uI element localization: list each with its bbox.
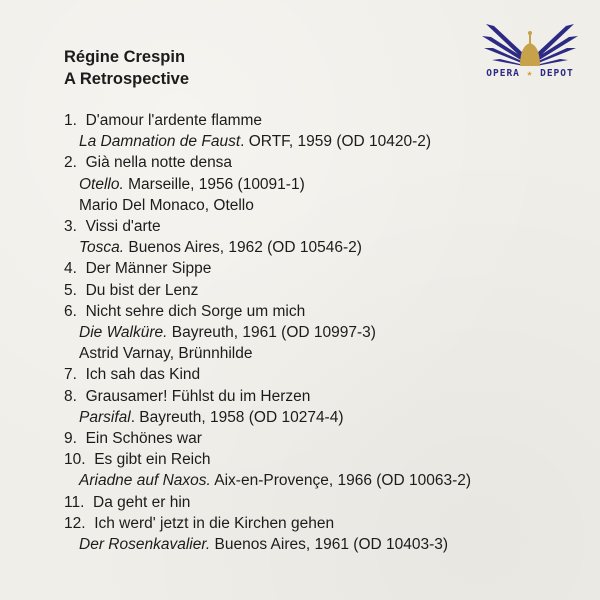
- track-title: Ich werd' jetzt in die Kirchen gehen: [94, 514, 335, 532]
- track-number: 1.: [64, 112, 77, 129]
- track-title-row: [64, 513, 580, 534]
- opera-title: Ariadne auf Naxos.: [79, 472, 211, 490]
- recording-detail: Aix-en-Provençe, 1966 (OD 10063-2): [210, 472, 472, 490]
- track-number: 7.: [64, 366, 77, 384]
- recording-detail: . ORTF, 1959 (OD 10420-2): [240, 133, 432, 151]
- track-number: 8.: [64, 387, 77, 405]
- opera-depot-logo: [478, 16, 582, 90]
- track-source-row: [64, 322, 580, 343]
- track-title-row: [64, 110, 580, 131]
- track-number: 3.: [64, 218, 77, 236]
- track-title-row: [64, 216, 580, 237]
- track-list: [64, 110, 580, 555]
- track-title: Ein Schönes war: [85, 430, 202, 448]
- track-source-row: [64, 407, 580, 428]
- recording-detail: Buenos Aires, 1962 (OD 10546-2): [124, 239, 362, 257]
- track-title-row: [64, 152, 580, 173]
- artist-name: Régine Crespin: [64, 48, 186, 66]
- track-title-row: [64, 428, 580, 449]
- track-title-row: [64, 258, 580, 279]
- track-title: Nicht sehre dich Sorge um mich: [85, 302, 306, 320]
- opera-title: Otello.: [79, 175, 124, 193]
- track-title-row: [64, 364, 580, 385]
- track-source-row: [64, 534, 580, 555]
- track-title-row: [64, 386, 580, 407]
- track-number: 9.: [64, 430, 77, 448]
- track-number: 10.: [64, 451, 86, 469]
- album-header: [64, 46, 189, 90]
- track-title: Es gibt ein Reich: [94, 451, 211, 469]
- track-source-row: [64, 174, 580, 195]
- track-number: 4.: [64, 260, 77, 278]
- track-source-row: [64, 131, 580, 152]
- star-icon: ★: [526, 68, 534, 79]
- track-title: Vissi d'arte: [85, 218, 161, 236]
- track-number: 2.: [64, 154, 77, 172]
- logo-wordmark: OPERA ★ DEPOT: [486, 68, 574, 79]
- album-title: A Retrospective: [64, 70, 190, 88]
- opera-title: Tosca.: [79, 239, 125, 257]
- track-number: 5.: [64, 281, 77, 299]
- track-number: 11.: [64, 493, 85, 511]
- track-title: Du bist der Lenz: [85, 281, 199, 299]
- track-number: 12.: [64, 514, 86, 532]
- opera-title: Parsifal: [79, 408, 131, 426]
- track-title-row: [64, 280, 580, 301]
- recording-detail: Bayreuth, 1961 (OD 10997-3): [167, 324, 376, 342]
- track-title: Già nella notte densa: [85, 154, 233, 172]
- recording-detail: Buenos Aires, 1961 (OD 10403-3): [210, 536, 449, 554]
- opera-title: Der Rosenkavalier.: [79, 536, 211, 554]
- track-title: Der Männer Sippe: [85, 260, 212, 278]
- winged-dome-icon: [478, 16, 582, 68]
- recording-detail: . Bayreuth, 1958 (OD 10274-4): [130, 408, 344, 426]
- recording-detail: Marseille, 1956 (10091-1): [123, 175, 305, 193]
- track-cast-row: Astrid Varnay, Brünnhilde: [79, 345, 253, 363]
- track-title: Grausamer! Fühlst du im Herzen: [85, 387, 311, 405]
- track-title-row: [64, 301, 580, 322]
- opera-title: Die Walküre.: [79, 324, 168, 342]
- opera-title: La Damnation de Faust: [79, 133, 241, 151]
- track-source-row: [64, 470, 580, 491]
- track-title: Ich sah das Kind: [85, 366, 201, 384]
- track-title-row: [64, 449, 580, 470]
- track-cast-row: Mario Del Monaco, Otello: [79, 196, 254, 214]
- track-source-row: [64, 237, 580, 258]
- track-title: D'amour l'ardente flamme: [85, 112, 263, 129]
- track-title: Da geht er hin: [93, 493, 191, 511]
- track-number: 6.: [64, 302, 77, 320]
- track-title-row: [64, 492, 580, 513]
